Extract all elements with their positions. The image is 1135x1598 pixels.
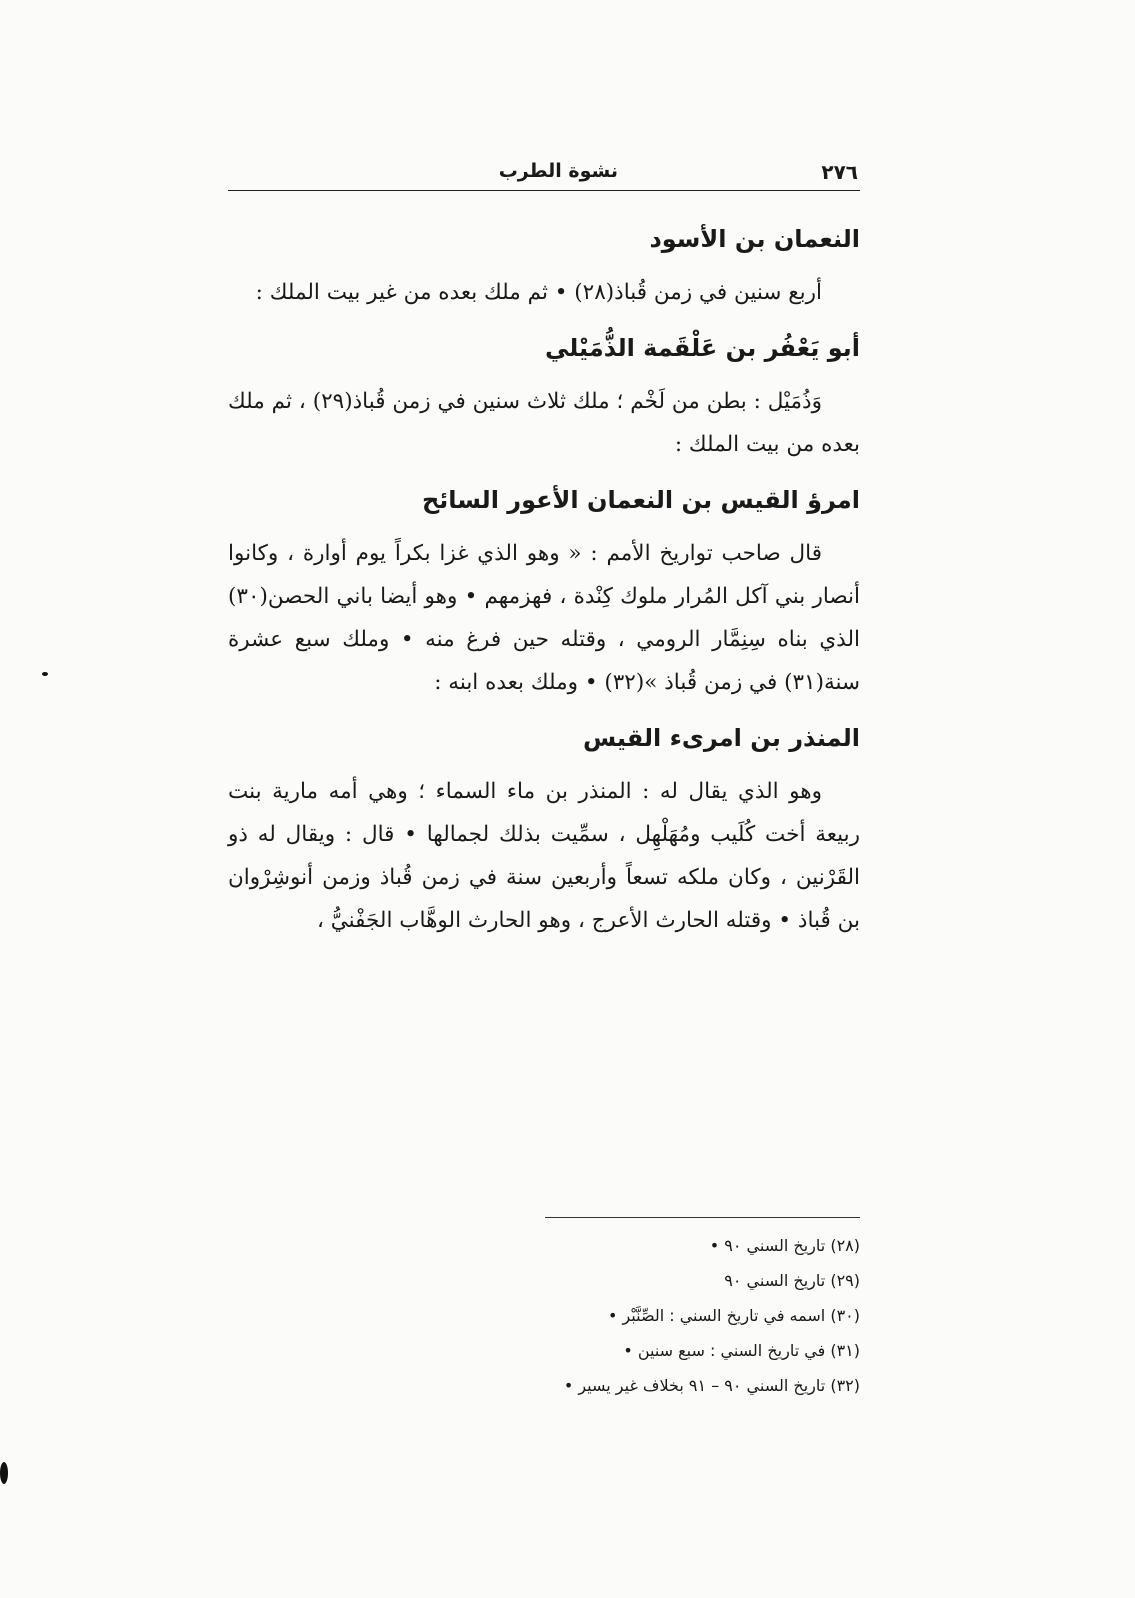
paragraph: قال صاحب تواريخ الأمم : « وهو الذي غزا بكراً يوم أوارة ، وكانوا أنصار بني آكل المُرار ملوك كِنْدة ، فهزمهم • وهو أيضا باني الحصن(٣٠) الذي بناه سِنِمَّار الرومي ، وقتله حين فرغ منه • وملك سبع عشرة سنة(٣١) في زمن قُباذ »(٣٢) • وملك بعده ابنه : bbox=[228, 541, 860, 695]
footnote: (٢٩) تاريخ السني ٩٠ bbox=[724, 1271, 860, 1290]
header-rule bbox=[228, 190, 860, 191]
page-number: ٢٧٦ bbox=[821, 160, 858, 184]
footnote-rule bbox=[545, 1217, 860, 1218]
footnote: (٣٠) اسمه في تاريخ السني : الصِّنَّبْر • bbox=[607, 1306, 860, 1325]
paragraph: وهو الذي يقال له : المنذر بن ماء السماء ؛ وهي أمه مارية بنت ربيعة أخت كُلَيب ومُهَلْهِل ، سمِّيت بذلك لجمالها • قال : ويقال له ذو القَرْنين ، وكان ملكه تسعاً وأربعين سنة في زمن قُباذ وزمن أنوشِرْوان بن قُباذ • وقتله الحارث الأعرج ، وهو الحارث الوهَّاب الجَفْنيُّ ، bbox=[228, 779, 860, 933]
footnotes bbox=[228, 1228, 860, 1403]
section-title: امرؤ القيس بن النعمان الأعور السائح bbox=[421, 486, 860, 514]
section-al-mundhir bbox=[228, 718, 860, 942]
section-title: أبو يَعْفُر بن عَلْقَمة الذُّمَيْلي bbox=[544, 334, 860, 362]
page-header bbox=[228, 160, 858, 188]
footnote: (٣٢) تاريخ السني ٩٠ – ٩١ بخلاف غير يسير • bbox=[563, 1376, 860, 1395]
scan-speck bbox=[0, 1462, 8, 1484]
paragraph: وَذُمَيْل : بطن من لَخْم ؛ ملك ثلاث سنين في زمن قُباذ(٢٩) ، ثم ملك بعده من بيت الملك : bbox=[228, 389, 860, 457]
running-title: نشوة الطرب bbox=[498, 160, 618, 182]
footnote: (٣١) في تاريخ السني : سبع سنين • bbox=[623, 1341, 860, 1360]
section-abu-yafur bbox=[228, 328, 860, 466]
scan-speck bbox=[42, 672, 48, 676]
section-numan-ibn-al-aswad bbox=[228, 219, 860, 314]
section-title: النعمان بن الأسود bbox=[649, 225, 860, 253]
paragraph: أربع سنين في زمن قُباذ(٢٨) • ثم ملك بعده من غير بيت الملك : bbox=[255, 280, 822, 305]
section-imru-al-qays bbox=[228, 480, 860, 704]
footnote: (٢٨) تاريخ السني ٩٠ • bbox=[709, 1236, 860, 1255]
section-title: المنذر بن امرىء القيس bbox=[583, 724, 860, 752]
body-text bbox=[228, 205, 860, 952]
